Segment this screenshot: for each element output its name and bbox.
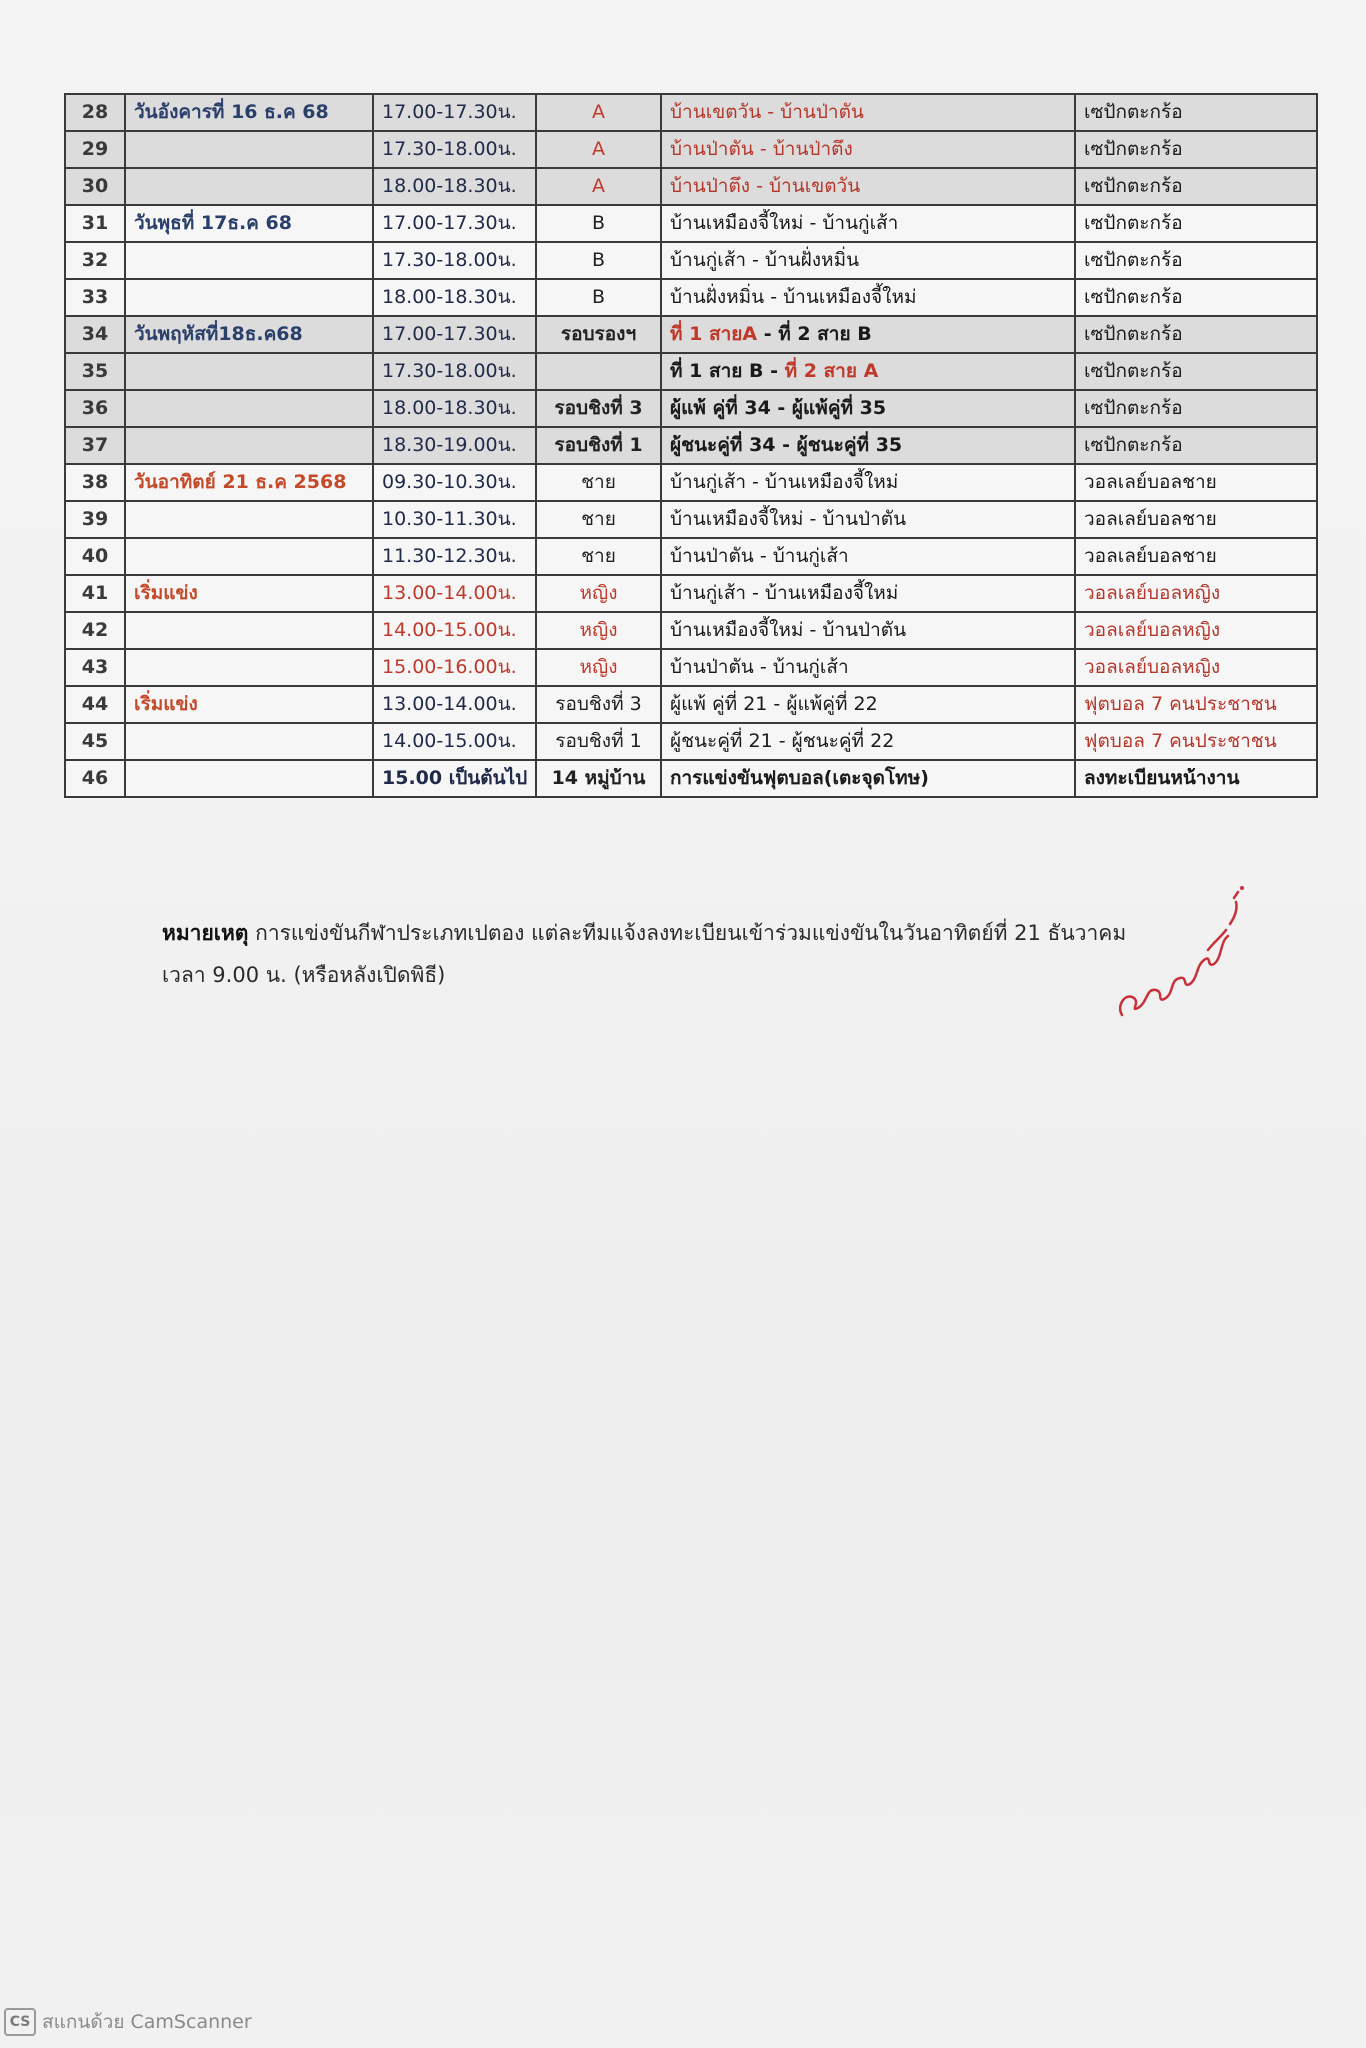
- row-group: [536, 353, 661, 390]
- row-match: ผู้ชนะคู่ที่ 34 - ผู้ชนะคู่ที่ 35: [661, 427, 1075, 464]
- row-number: 45: [65, 723, 125, 760]
- row-number: 42: [65, 612, 125, 649]
- row-sport: วอลเลย์บอลหญิง: [1075, 612, 1317, 649]
- row-match: การแข่งขันฟุตบอล(เตะจุดโทษ): [661, 760, 1075, 797]
- row-group: ชาย: [536, 501, 661, 538]
- row-day: [125, 612, 373, 649]
- row-day: [125, 242, 373, 279]
- row-group: หญิง: [536, 649, 661, 686]
- table-row: [65, 575, 1317, 612]
- table-row: [65, 538, 1317, 575]
- row-time: 10.30-11.30น.: [373, 501, 536, 538]
- table-row: [65, 242, 1317, 279]
- row-day: วันพุธที่ 17ธ.ค 68: [125, 205, 373, 242]
- table-row: [65, 390, 1317, 427]
- row-group: A: [536, 131, 661, 168]
- row-match: [661, 353, 1075, 390]
- row-sport: เซปักตะกร้อ: [1075, 279, 1317, 316]
- row-day: วันอาทิตย์ 21 ธ.ค 2568: [125, 464, 373, 501]
- row-number: 43: [65, 649, 125, 686]
- row-group: B: [536, 205, 661, 242]
- remark-line-1: [162, 912, 1212, 954]
- row-group: รอบรองฯ: [536, 316, 661, 353]
- remark-note: [162, 912, 1212, 996]
- table-row: [65, 353, 1317, 390]
- row-group: ชาย: [536, 538, 661, 575]
- row-sport: ลงทะเบียนหน้างาน: [1075, 760, 1317, 797]
- row-group: B: [536, 279, 661, 316]
- camscanner-logo-icon: CS: [4, 2008, 36, 2036]
- table-row: [65, 131, 1317, 168]
- row-time: 18.00-18.30น.: [373, 279, 536, 316]
- row-day: [125, 279, 373, 316]
- row-day: [125, 131, 373, 168]
- row-match: บ้านเหมืองจี้ใหม่ - บ้านป่าตัน: [661, 612, 1075, 649]
- row-day: [125, 760, 373, 797]
- row-sport: เซปักตะกร้อ: [1075, 131, 1317, 168]
- table-row: [65, 760, 1317, 797]
- row-time: 17.00-17.30น.: [373, 205, 536, 242]
- row-day: [125, 390, 373, 427]
- row-number: 31: [65, 205, 125, 242]
- row-day: [125, 501, 373, 538]
- row-match: บ้านป่าตัน - บ้านป่าตึง: [661, 131, 1075, 168]
- row-number: 38: [65, 464, 125, 501]
- row-time: 09.30-10.30น.: [373, 464, 536, 501]
- row-sport: เซปักตะกร้อ: [1075, 353, 1317, 390]
- row-number: 41: [65, 575, 125, 612]
- row-sport: วอลเลย์บอลหญิง: [1075, 649, 1317, 686]
- row-match: ผู้ชนะคู่ที่ 21 - ผู้ชนะคู่ที่ 22: [661, 723, 1075, 760]
- watermark-text: สแกนด้วย CamScanner: [42, 2011, 252, 2033]
- row-sport: วอลเลย์บอลชาย: [1075, 538, 1317, 575]
- match-team-b: ที่ 2 สาย B: [778, 323, 872, 345]
- row-group: A: [536, 94, 661, 131]
- remark-label: หมายเหตุ: [162, 921, 249, 945]
- remark-text: การแข่งขันกีฬาประเภทเปตอง แต่ละทีมแจ้งลงทะเบียนเข้าร่วมแข่งขันในวันอาทิตย์ที่ 21 ธันวาคม: [248, 921, 1127, 945]
- table-row: [65, 316, 1317, 353]
- row-group: ชาย: [536, 464, 661, 501]
- row-match: บ้านกู่เส้า - บ้านเหมืองจี้ใหม่: [661, 464, 1075, 501]
- row-time: 14.00-15.00น.: [373, 612, 536, 649]
- row-sport: วอลเลย์บอลหญิง: [1075, 575, 1317, 612]
- row-time: 11.30-12.30น.: [373, 538, 536, 575]
- row-sport: เซปักตะกร้อ: [1075, 316, 1317, 353]
- row-match: [661, 316, 1075, 353]
- row-day: วันอังคารที่ 16 ธ.ค 68: [125, 94, 373, 131]
- table-row: [65, 501, 1317, 538]
- row-number: 36: [65, 390, 125, 427]
- row-group: รอบชิงที่ 3: [536, 686, 661, 723]
- row-number: 29: [65, 131, 125, 168]
- remark-line-2: เวลา 9.00 น. (หรือหลังเปิดพิธี): [162, 963, 446, 987]
- row-time: 17.00-17.30น.: [373, 316, 536, 353]
- row-number: 30: [65, 168, 125, 205]
- row-day: เริ่มแข่ง: [125, 686, 373, 723]
- table-row: [65, 168, 1317, 205]
- match-separator: -: [763, 360, 785, 382]
- row-match: บ้านเหมืองจี้ใหม่ - บ้านกู่เส้า: [661, 205, 1075, 242]
- row-sport: ฟุตบอล 7 คนประชาชน: [1075, 723, 1317, 760]
- row-group: รอบชิงที่ 1: [536, 427, 661, 464]
- row-time: 13.00-14.00น.: [373, 686, 536, 723]
- table-row: [65, 205, 1317, 242]
- row-time: 17.30-18.00น.: [373, 131, 536, 168]
- match-separator: -: [757, 323, 779, 345]
- row-match: ผู้แพ้ คู่ที่ 21 - ผู้แพ้คู่ที่ 22: [661, 686, 1075, 723]
- row-time: 18.30-19.00น.: [373, 427, 536, 464]
- match-team-a: ที่ 1 สาย B: [670, 360, 764, 382]
- row-number: 28: [65, 94, 125, 131]
- row-time: 17.30-18.00น.: [373, 242, 536, 279]
- row-match: บ้านเขตวัน - บ้านป่าตัน: [661, 94, 1075, 131]
- row-match: บ้านป่าตึง - บ้านเขตวัน: [661, 168, 1075, 205]
- row-match: บ้านป่าตัน - บ้านกู่เส้า: [661, 649, 1075, 686]
- row-group: รอบชิงที่ 1: [536, 723, 661, 760]
- scanner-watermark: [4, 2004, 252, 2040]
- row-day: วันพฤหัสที่18ธ.ค68: [125, 316, 373, 353]
- row-number: 37: [65, 427, 125, 464]
- table-row: [65, 94, 1317, 131]
- row-group: รอบชิงที่ 3: [536, 390, 661, 427]
- row-sport: เซปักตะกร้อ: [1075, 390, 1317, 427]
- row-time: 15.00 เป็นต้นไป: [373, 760, 536, 797]
- row-number: 35: [65, 353, 125, 390]
- row-match: บ้านกู่เส้า - บ้านฝั่งหมิ่น: [661, 242, 1075, 279]
- row-day: เริ่มแข่ง: [125, 575, 373, 612]
- row-sport: เซปักตะกร้อ: [1075, 205, 1317, 242]
- row-number: 44: [65, 686, 125, 723]
- row-sport: วอลเลย์บอลชาย: [1075, 501, 1317, 538]
- row-time: 14.00-15.00น.: [373, 723, 536, 760]
- row-time: 18.00-18.30น.: [373, 168, 536, 205]
- table-row: [65, 649, 1317, 686]
- row-group: A: [536, 168, 661, 205]
- row-time: 18.00-18.30น.: [373, 390, 536, 427]
- row-time: 17.00-17.30น.: [373, 94, 536, 131]
- match-team-b: ที่ 2 สาย A: [784, 360, 879, 382]
- row-day: [125, 649, 373, 686]
- schedule-table: [64, 93, 1318, 798]
- row-time: 15.00-16.00น.: [373, 649, 536, 686]
- table-row: [65, 279, 1317, 316]
- handwritten-signature: [1108, 880, 1248, 1030]
- row-day: [125, 427, 373, 464]
- row-group: 14 หมู่บ้าน: [536, 760, 661, 797]
- row-number: 46: [65, 760, 125, 797]
- row-number: 32: [65, 242, 125, 279]
- row-match: บ้านฝั่งหมิ่น - บ้านเหมืองจี้ใหม่: [661, 279, 1075, 316]
- row-number: 39: [65, 501, 125, 538]
- row-match: บ้านกู่เส้า - บ้านเหมืองจี้ใหม่: [661, 575, 1075, 612]
- row-group: หญิง: [536, 612, 661, 649]
- row-number: 40: [65, 538, 125, 575]
- row-day: [125, 723, 373, 760]
- table-row: [65, 427, 1317, 464]
- row-group: B: [536, 242, 661, 279]
- match-team-a: ที่ 1 สายA: [670, 323, 758, 345]
- table-row: [65, 723, 1317, 760]
- row-number: 33: [65, 279, 125, 316]
- row-day: [125, 168, 373, 205]
- row-match: บ้านเหมืองจี้ใหม่ - บ้านป่าตัน: [661, 501, 1075, 538]
- row-time: 13.00-14.00น.: [373, 575, 536, 612]
- row-sport: ฟุตบอล 7 คนประชาชน: [1075, 686, 1317, 723]
- row-sport: วอลเลย์บอลชาย: [1075, 464, 1317, 501]
- row-sport: เซปักตะกร้อ: [1075, 427, 1317, 464]
- row-number: 34: [65, 316, 125, 353]
- row-match: บ้านป่าตัน - บ้านกู่เส้า: [661, 538, 1075, 575]
- table-row: [65, 686, 1317, 723]
- table-row: [65, 464, 1317, 501]
- row-match: ผู้แพ้ คู่ที่ 34 - ผู้แพ้คู่ที่ 35: [661, 390, 1075, 427]
- table-row: [65, 612, 1317, 649]
- row-time: 17.30-18.00น.: [373, 353, 536, 390]
- row-sport: เซปักตะกร้อ: [1075, 94, 1317, 131]
- row-group: หญิง: [536, 575, 661, 612]
- row-sport: เซปักตะกร้อ: [1075, 242, 1317, 279]
- row-day: [125, 538, 373, 575]
- row-sport: เซปักตะกร้อ: [1075, 168, 1317, 205]
- row-day: [125, 353, 373, 390]
